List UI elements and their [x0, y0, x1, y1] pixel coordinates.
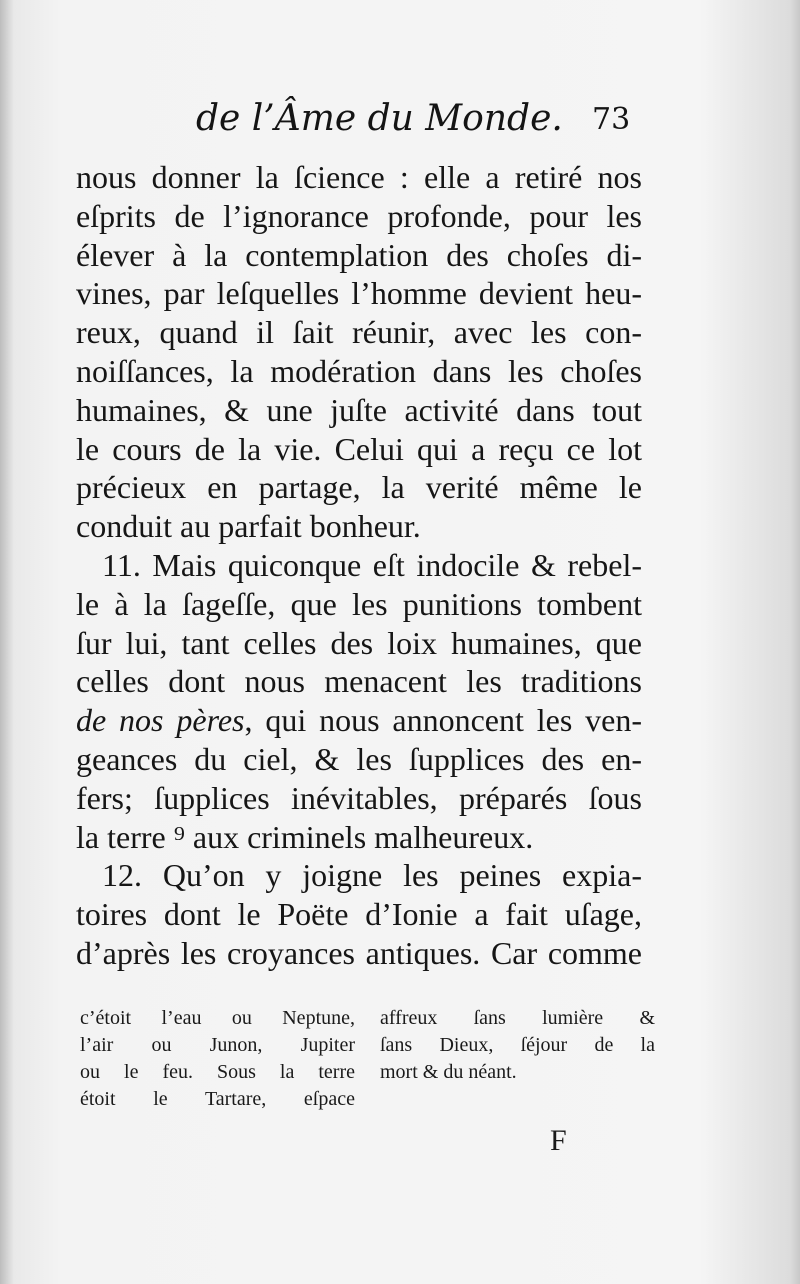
- text-line: eſprits de l’ignorance profonde, pour les: [76, 197, 642, 234]
- text-line-italic-start: de nos pères, qui nous annoncent les ven-: [76, 702, 643, 739]
- footnote-line: étoit le Tartare, eſpace: [80, 1088, 355, 1110]
- paragraph-12: [76, 856, 642, 972]
- text-line: noiſſances, la modération dans les choſes: [76, 352, 642, 389]
- text-line: précieux en partage, la verité même le: [76, 469, 642, 506]
- text-line: vines, par leſquelles l’homme devient heu-: [76, 275, 642, 312]
- paragraph-continuation: [76, 158, 642, 546]
- page-header: [0, 98, 800, 148]
- text-line: le cours de la vie. Celui qui a reçu ce lot: [76, 430, 642, 467]
- text-line: conduit au parfait bonheur.: [76, 508, 421, 545]
- footnote-line: ou le feu. Sous la terre: [80, 1061, 355, 1083]
- footnote-column-left: [80, 1005, 355, 1113]
- text-line: ſur lui, tant celles des loix humaines, que: [76, 624, 642, 661]
- footnotes: [80, 1005, 655, 1110]
- footnote-line: l’air ou Junon, Jupiter: [80, 1034, 355, 1056]
- footnote-line: affreux ſans lumière &: [380, 1007, 655, 1029]
- text-line: 11. Mais quiconque eſt indocile & rebel-: [102, 546, 642, 583]
- text-line: reux, quand il ſait réunir, avec les con-: [76, 314, 642, 351]
- footnote-line: ſans Dieux, ſéjour de la: [380, 1034, 655, 1056]
- text-line: la terre ⁹ aux criminels malheureux.: [76, 818, 534, 855]
- paragraph-11: [76, 546, 642, 856]
- text-line: élever à la contemplation des choſes di-: [76, 236, 642, 273]
- text-line: d’après les croyances antiques. Car comme: [76, 934, 642, 971]
- running-title: de l’Âme du Monde.: [196, 98, 563, 139]
- text-line: geances du ciel, & les ſupplices des en-: [76, 740, 642, 777]
- text-line: fers; ſupplices inévitables, préparés ſous: [76, 779, 642, 816]
- footnote-line: c’étoit l’eau ou Neptune,: [80, 1007, 355, 1029]
- footnote-column-right: [380, 1005, 655, 1086]
- text-line: 12. Qu’on y joigne les peines expia-: [102, 857, 642, 894]
- text-line: toires dont le Poëte d’Ionie a fait uſage,: [76, 896, 642, 933]
- text-line: le à la ſageſſe, que les punitions tombent: [76, 585, 642, 622]
- signature-mark: F: [550, 1124, 567, 1157]
- footnote-line: mort & du néant.: [380, 1061, 517, 1083]
- text-line: humaines, & une juſte activité dans tout: [76, 391, 642, 428]
- page-number: 73: [592, 102, 631, 137]
- text-line: nous donner la ſcience : elle a retiré nos: [76, 159, 642, 195]
- text-line: celles dont nous menacent les traditions: [76, 663, 642, 700]
- main-text: [76, 158, 642, 973]
